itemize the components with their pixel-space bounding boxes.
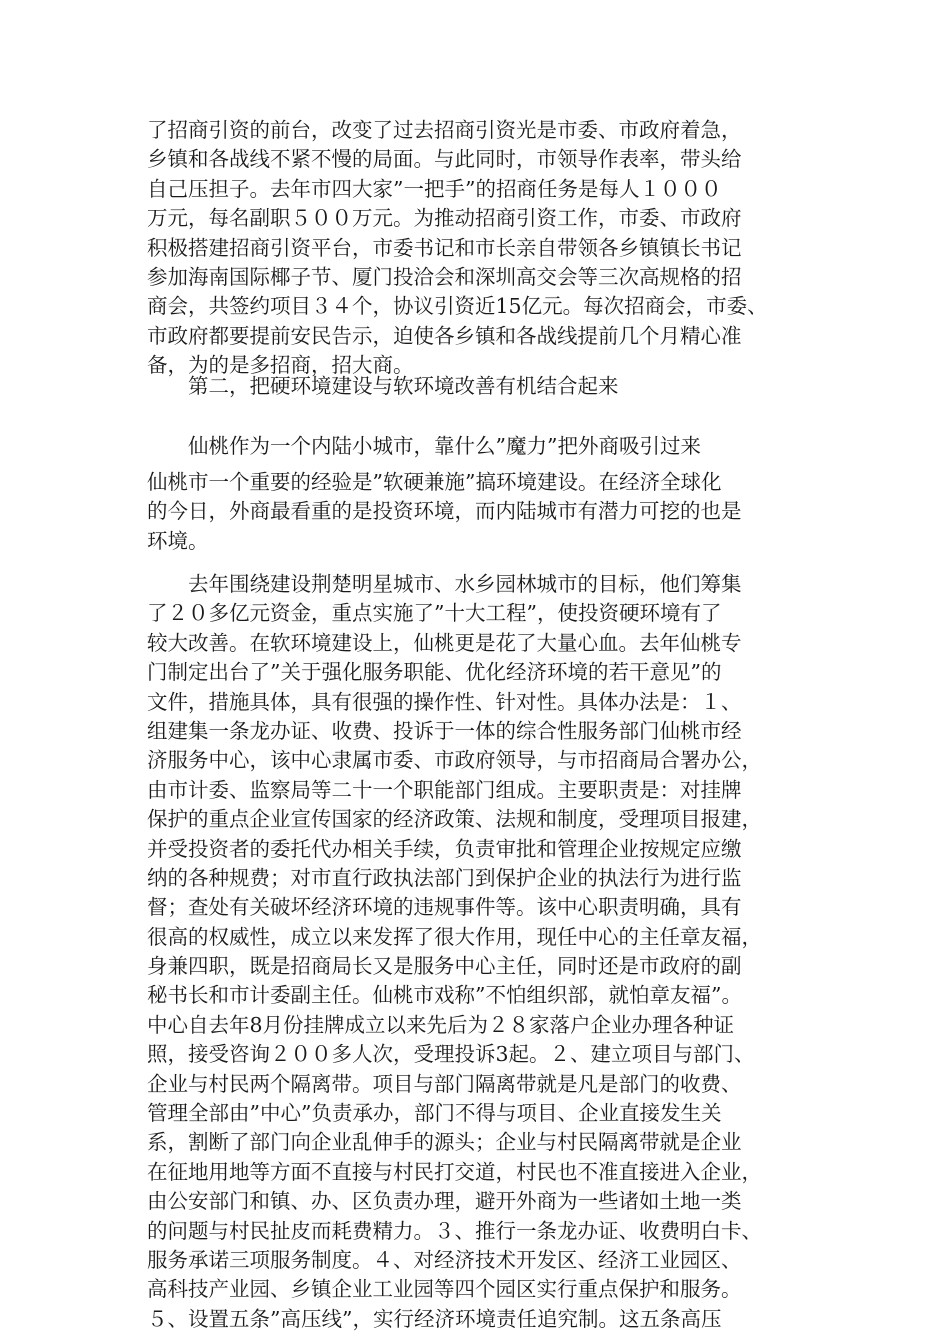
paragraph-1-line: 自己压担子。去年市四大家”一把手”的招商任务是每人１０００ — [147, 176, 722, 201]
question-line-text: 仙桃作为一个内陆小城市，靠什么”魔力”把外商吸引过来 — [147, 434, 701, 458]
paragraph-3-line: 组建集一条龙办证、收费、投诉于一体的综合性服务部门仙桃市经 — [147, 718, 742, 743]
paragraph-3-line: 督；查处有关破坏经济环境的违规事件等。该中心职责明确，具有 — [147, 895, 742, 920]
paragraph-3-line: ５、设置五条”高压线”，实行经济环境责任追究制。这五条高压 — [147, 1306, 722, 1331]
paragraph-1 — [147, 116, 813, 381]
paragraph-3-line: 在征地用地等方面不直接与村民打交道，村民也不准直接进入企业， — [147, 1159, 762, 1184]
paragraph-2-line: 环境。 — [147, 528, 209, 553]
paragraph-2-line: 的今日，外商最看重的是投资环境，而内陆城市有潜力可挖的也是 — [147, 499, 742, 524]
paragraph-1-line: 万元，每名副职５００万元。为推动招商引资工作，市委、市政府 — [147, 206, 742, 231]
paragraph-2 — [147, 468, 813, 556]
paragraph-3-line: 了２０多亿元资金，重点实施了”十大工程”，使投资硬环境有了 — [147, 601, 722, 626]
section-heading-text: 第二，把硬环境建设与软环境改善有机结合起来 — [147, 374, 619, 398]
paragraph-3-line: 服务承诺三项服务制度。４、对经济技术开发区、经济工业园区、 — [147, 1247, 742, 1272]
paragraph-1-line: 参加海南国际椰子节、厦门投洽会和深圳高交会等三次高规格的招 — [147, 264, 742, 289]
paragraph-3-line: 纳的各种规费；对市直行政执法部门到保护企业的执法行为进行监 — [147, 865, 742, 890]
paragraph-3-line: 身兼四职，既是招商局长又是服务中心主任，同时还是市政府的副 — [147, 954, 742, 979]
paragraph-3-line: 中心自去年8月份挂牌成立以来先后为２８家落户企业办理各种证 — [147, 1012, 735, 1037]
paragraph-2-line: 仙桃市一个重要的经验是”软硬兼施”搞环境建设。在经济全球化 — [147, 470, 722, 494]
paragraph-1-line: 积极搭建招商引资平台，市委书记和市长亲自带领各乡镇镇长书记 — [147, 235, 742, 260]
paragraph-3-line: 保护的重点企业宣传国家的经济政策、法规和制度，受理项目报建， — [147, 807, 762, 832]
question-line — [147, 432, 813, 461]
paragraph-1-line: 市政府都要提前安民告示，迫使各乡镇和各战线提前几个月精心准 — [147, 323, 742, 348]
paragraph-3-line: 去年围绕建设荆楚明星城市、水乡园林城市的目标，他们筹集 — [147, 572, 742, 596]
paragraph-3-line: 的问题与村民扯皮而耗费精力。３、推行一条龙办证、收费明白卡、 — [147, 1218, 762, 1243]
paragraph-3-line: 照，接受咨询２００多人次，受理投诉3起。２、建立项目与部门、 — [147, 1042, 755, 1067]
paragraph-3-line: 济服务中心，该中心隶属市委、市政府领导，与市招商局合署办公， — [147, 748, 762, 773]
paragraph-3-line: 秘书长和市计委副主任。仙桃市戏称”不怕组织部，就怕章友福”。 — [147, 983, 742, 1008]
paragraph-1-line: 乡镇和各战线不紧不慢的局面。与此同时，市领导作表率，带头给 — [147, 147, 742, 172]
paragraph-3-line: 高科技产业园、乡镇企业工业园等四个园区实行重点保护和服务。 — [147, 1277, 742, 1302]
paragraph-1-line: 了招商引资的前台，改变了过去招商引资光是市委、市政府着急， — [147, 118, 742, 142]
paragraph-3-line: 文件，措施具体，具有很强的操作性、针对性。具体办法是：１、 — [147, 689, 742, 714]
paragraph-3 — [147, 570, 813, 1334]
paragraph-3-line: 管理全部由”中心”负责承办，部门不得与项目、企业直接发生关 — [147, 1101, 722, 1126]
paragraph-3-line: 并受投资者的委托代办相关手续，负责审批和管理企业按规定应缴 — [147, 836, 742, 861]
section-heading — [147, 372, 813, 401]
paragraph-1-line: 商会，共签约项目３４个，协议引资近15亿元。每次招商会，市委、 — [147, 294, 768, 319]
paragraph-3-line: 较大改善。在软环境建设上，仙桃更是花了大量心血。去年仙桃专 — [147, 630, 742, 655]
paragraph-3-line: 很高的权威性，成立以来发挥了很大作用，现任中心的主任章友福， — [147, 924, 762, 949]
paragraph-3-line: 由公安部门和镇、办、区负责办理，避开外商为一些诸如土地一类 — [147, 1189, 742, 1214]
paragraph-3-line: 企业与村民两个隔离带。项目与部门隔离带就是凡是部门的收费、 — [147, 1071, 742, 1096]
paragraph-3-line: 由市计委、监察局等二十一个职能部门组成。主要职责是：对挂牌 — [147, 777, 742, 802]
paragraph-3-line: 门制定出台了”关于强化服务职能、优化经济环境的若干意见”的 — [147, 660, 722, 685]
paragraph-3-line: 系，割断了部门向企业乱伸手的源头；企业与村民隔离带就是企业 — [147, 1130, 742, 1155]
paragraph-1-line: 备，为的是多招商，招大商。 — [147, 353, 414, 378]
